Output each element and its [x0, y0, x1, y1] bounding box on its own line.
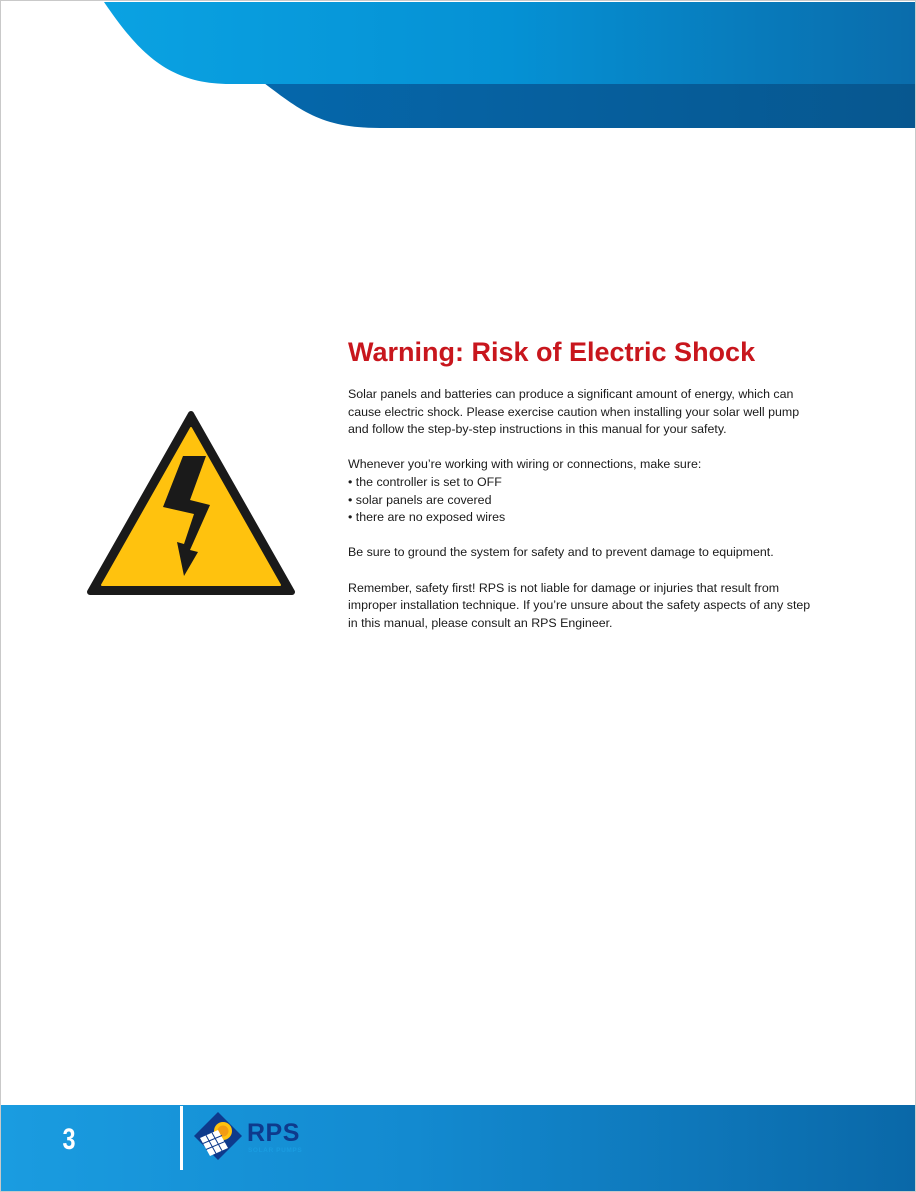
- list-item: • there are no exposed wires: [348, 509, 818, 527]
- list-item: • the controller is set to OFF: [348, 474, 818, 492]
- footer-bar: [0, 1105, 916, 1192]
- logo-tagline: SOLAR PUMPS: [248, 1147, 303, 1154]
- logo-name: RPS: [247, 1119, 300, 1147]
- liability-paragraph: Remember, safety first! RPS is not liable for damage or injuries that result from improper installation technique. If you’re unsure about the safety aspects of any step in this manual, please consult an RPS Engineer.: [348, 580, 811, 630]
- header-wave-banner: [0, 0, 916, 130]
- safety-checklist: [348, 474, 818, 527]
- list-item: • solar panels are covered: [348, 492, 818, 510]
- page-title: Warning: Risk of Electric Shock: [348, 337, 756, 367]
- page-number: 3: [62, 1123, 76, 1156]
- warning-content: [348, 334, 818, 650]
- grounding-paragraph: Be sure to ground the system for safety and to prevent damage to equipment.: [348, 545, 774, 560]
- rps-solar-logo-icon: [192, 1110, 244, 1162]
- checklist-intro: Whenever you’re working with wiring or connections, make sure:: [348, 457, 702, 472]
- footer-divider: [180, 1106, 183, 1170]
- electric-shock-warning-icon: [86, 410, 296, 596]
- intro-paragraph: Solar panels and batteries can produce a significant amount of energy, which can cause electric shock. Please exercise caution when installing your solar well pump and follow the step-by-step instructions in this manual for your safety.: [348, 387, 800, 437]
